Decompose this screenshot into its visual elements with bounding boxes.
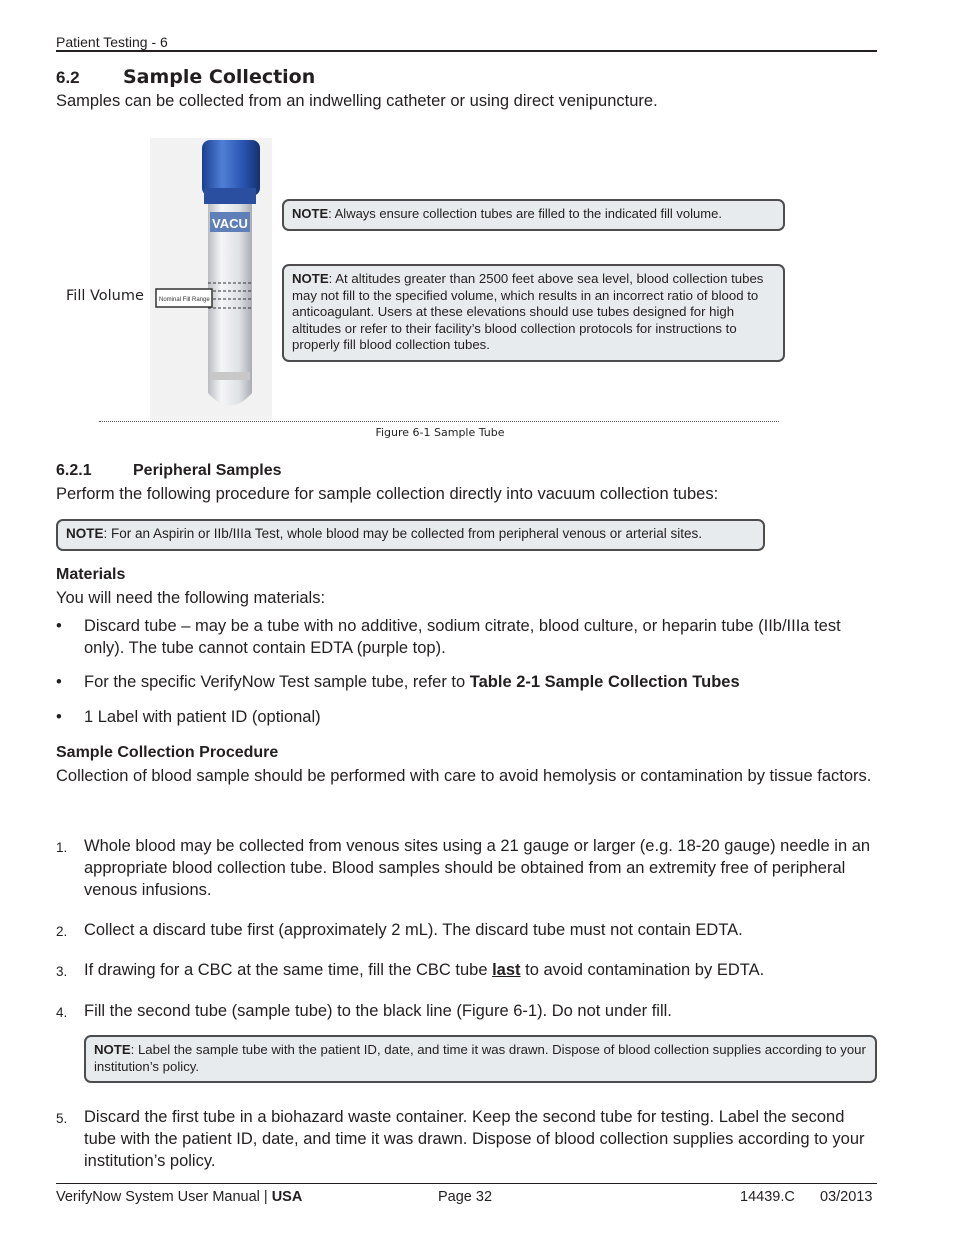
- procedure-step: [56, 919, 886, 941]
- subsection-heading: [56, 462, 282, 480]
- materials-intro: You will need the following materials:: [56, 589, 326, 607]
- table-reference: Table 2-1 Sample Collection Tubes: [469, 673, 740, 691]
- section-intro: Samples can be collected from an indwelling catheter or using direct venipuncture.: [56, 92, 658, 110]
- footer-region: USA: [271, 1189, 303, 1205]
- note-text: : At altitudes greater than 2500 feet above sea level, blood collection tubes may not fill to the specified volume, which results in an incorrect ratio of blood to anticoagulant. Users at these elevations should use tubes designed for high altitudes or refer to their facility’s blood collection protocols for instructions to properly fill blood collection tubes.: [292, 271, 764, 352]
- header-rule: [56, 50, 877, 52]
- note-label: NOTE: [66, 526, 104, 541]
- fill-volume-label: Fill Volume: [66, 288, 144, 304]
- subsection-number: 6.2.1: [56, 462, 92, 479]
- list-item: [56, 615, 886, 659]
- step-text: Whole blood may be collected from venous sites using a 21 gauge or larger (e.g. 18-20 gauge) needle in an appropriate blood collection tube. Blood samples should be obtained from an extremity free of peripheral venous infusions.: [84, 837, 871, 899]
- figure-caption: Figure 6-1 Sample Tube: [375, 426, 505, 439]
- note-aspirin: [56, 519, 765, 551]
- step-number: 5.: [56, 1111, 68, 1126]
- svg-text:Nominal Fill Range: Nominal Fill Range: [159, 297, 210, 303]
- procedure-intro: Collection of blood sample should be performed with care to avoid hemolysis or contamination by tissue factors.: [56, 767, 872, 785]
- figure-rule: [99, 421, 779, 422]
- subsection-intro: Perform the following procedure for sample collection directly into vacuum collection tubes:: [56, 485, 719, 503]
- bullet: •: [56, 617, 62, 635]
- step-number: 3.: [56, 964, 68, 979]
- step-text: Fill the second tube (sample tube) to the black line (Figure 6-1). Do not under fill.: [84, 1002, 672, 1020]
- note-fill-volume: [282, 199, 785, 231]
- note-label-tube: [84, 1035, 877, 1083]
- section-heading: [56, 66, 315, 88]
- step-number: 4.: [56, 1005, 68, 1020]
- procedure-step: [56, 1000, 886, 1022]
- section-title: Sample Collection: [123, 66, 316, 88]
- procedure-step: [56, 959, 886, 981]
- note-text: : For an Aspirin or IIb/IIIa Test, whole blood may be collected from peripheral venous or arterial sites.: [103, 526, 703, 541]
- step-text: Collect a discard tube first (approximately 2 mL). The discard tube must not contain EDTA.: [84, 921, 743, 939]
- footer-manual-title: VerifyNow System User Manual | USA: [56, 1189, 303, 1205]
- list-item-text: Discard tube – may be a tube with no additive, sodium citrate, blood culture, or heparin tube (IIb/IIIa test only). The tube cannot contain EDTA (purple top).: [84, 617, 841, 657]
- footer-rule: [56, 1183, 877, 1184]
- note-altitude: [282, 264, 785, 362]
- note-label: NOTE: [94, 1042, 131, 1057]
- step-number: 1.: [56, 840, 68, 855]
- materials-heading: Materials: [56, 566, 126, 583]
- bullet: •: [56, 708, 62, 726]
- step-text: Discard the first tube in a biohazard waste container. Keep the second tube for testing. Label the second tube with the patient ID, date, and time it was drawn. Dispose of blood collection supplies according to your institution’s policy.: [84, 1108, 865, 1170]
- list-item-text: For the specific VerifyNow Test sample tube, refer to Table 2-1 Sample Collection Tubes: [84, 673, 740, 691]
- sample-tube-image: [150, 138, 272, 420]
- note-text: : Always ensure collection tubes are filled to the indicated fill volume.: [328, 206, 722, 221]
- footer-date: 03/2013: [820, 1189, 873, 1205]
- list-item: [56, 706, 886, 728]
- running-header: Patient Testing - 6: [56, 34, 168, 50]
- section-number: 6.2: [56, 68, 80, 87]
- step-text: If drawing for a CBC at the same time, fill the CBC tube last to avoid contamination by EDTA.: [84, 961, 765, 979]
- note-text: : Label the sample tube with the patient ID, date, and time it was drawn. Dispose of blood collection supplies according to your institution’s policy.: [94, 1042, 866, 1074]
- list-item-text: 1 Label with patient ID (optional): [84, 708, 321, 726]
- list-item: [56, 671, 886, 693]
- note-label: NOTE: [292, 271, 329, 286]
- bullet: •: [56, 673, 62, 691]
- subsection-title: Peripheral Samples: [133, 462, 282, 479]
- note-label: NOTE: [292, 206, 329, 221]
- footer-doc-number: 14439.C: [740, 1189, 795, 1205]
- step-number: 2.: [56, 924, 68, 939]
- procedure-step: [56, 1106, 886, 1172]
- svg-text:VACU: VACU: [212, 216, 248, 231]
- footer-page-number: Page 32: [438, 1189, 493, 1205]
- emphasis-last: last: [492, 961, 521, 979]
- procedure-step: [56, 835, 886, 901]
- procedure-heading: Sample Collection Procedure: [56, 744, 279, 761]
